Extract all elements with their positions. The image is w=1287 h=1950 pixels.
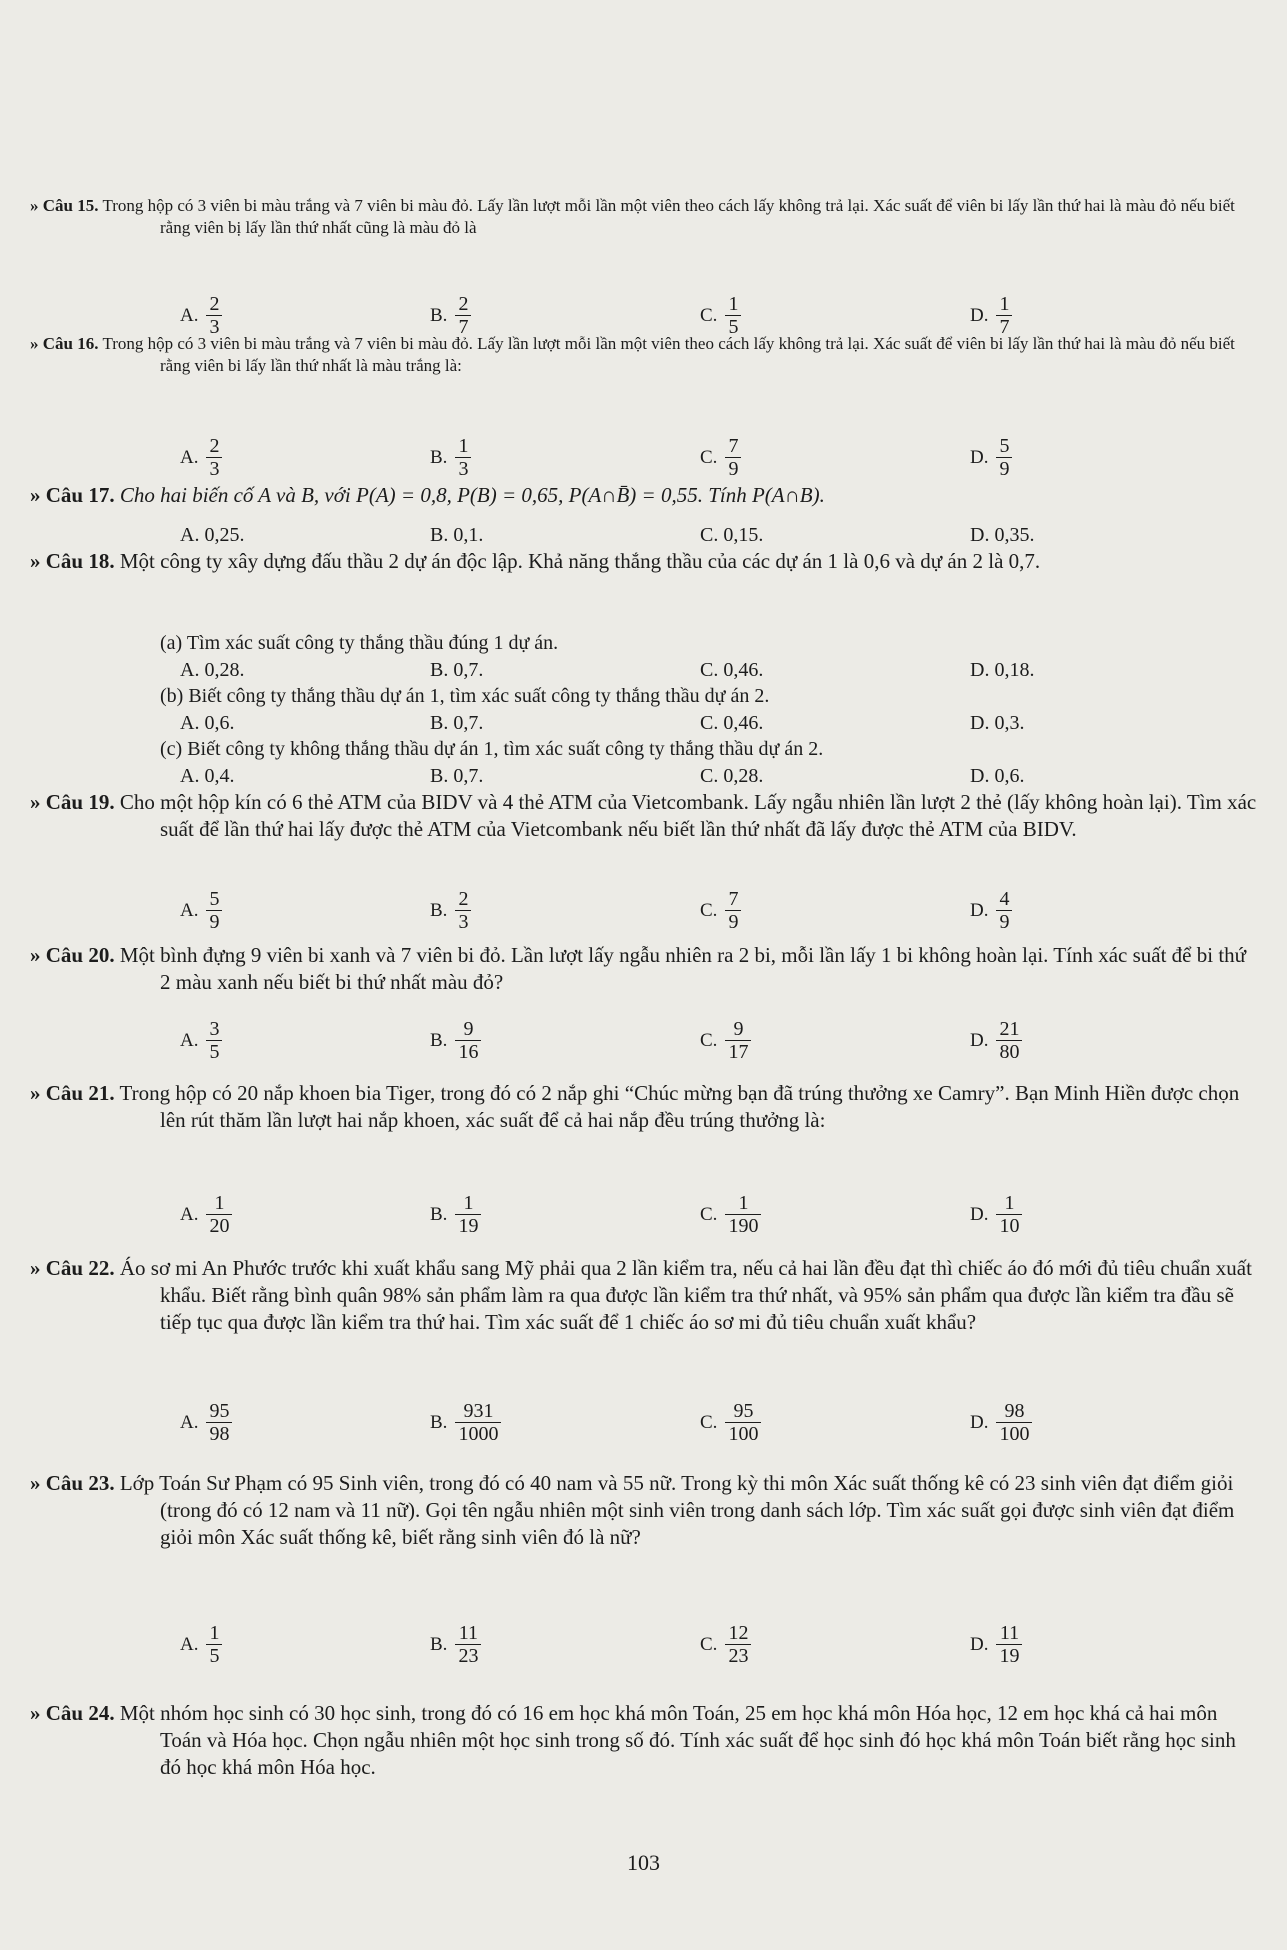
- numerator: 3: [209, 1018, 220, 1040]
- fraction: [206, 1622, 222, 1667]
- question-text: Trong hộp có 3 viên bi màu trắng và 7 viên bi màu đỏ. Lấy lần lượt mỗi lần một viên theo cách lấy không trả lại. Xác suất để viên bi lấy lần thứ hai là màu đỏ nếu biết rằng viên bị lấy lần thứ nhất cũng là màu đỏ là: [102, 196, 1235, 237]
- answer-option: C. 0,15.: [700, 524, 764, 546]
- denominator: 9: [996, 457, 1012, 480]
- question-20: [30, 942, 1260, 996]
- fraction: [455, 1192, 481, 1237]
- part-text: (a) Tìm xác suất công ty thắng thầu đúng 1 dự án.: [160, 632, 559, 654]
- question-23: [30, 1470, 1260, 1551]
- question-number: » Câu 23.: [30, 1471, 115, 1495]
- question-18: [30, 548, 1260, 575]
- question-17: [30, 482, 1260, 509]
- question-18-part-a: [30, 630, 1260, 687]
- denominator: 1000: [455, 1422, 501, 1445]
- denominator: 19: [455, 1214, 481, 1237]
- option-label: A.: [180, 1204, 199, 1225]
- numerator: 7: [728, 888, 739, 910]
- fraction: [455, 1018, 481, 1063]
- fraction: [455, 435, 471, 480]
- denominator: 23: [725, 1644, 751, 1667]
- answer-option: [700, 435, 741, 480]
- numerator: 11: [458, 1622, 479, 1644]
- option-label: B.: [430, 1634, 448, 1655]
- fraction: [455, 1400, 501, 1445]
- numerator: 1: [999, 293, 1010, 315]
- option-label: D.: [970, 900, 989, 921]
- answer-option: [180, 293, 222, 338]
- question-number: » Câu 17.: [30, 483, 115, 507]
- option-label: C.: [700, 900, 718, 921]
- numerator: 1: [458, 435, 469, 457]
- question-text: Một nhóm học sinh có 30 học sinh, trong đó có 16 em học khá môn Toán, 25 em học khá môn Hóa học, 12 em học khá cả hai môn Toán và Hóa học. Chọn ngẫu nhiên một học sinh trong số đó. Tính xác suất để học sinh đó học khá môn Toán biết rằng học sinh đó học khá môn Hóa học.: [119, 1701, 1236, 1779]
- answer-option: [180, 1192, 232, 1237]
- answer-option: [180, 888, 222, 933]
- fraction: [725, 435, 741, 480]
- denominator: 100: [725, 1422, 761, 1445]
- fraction: [996, 1400, 1032, 1445]
- denominator: 9: [206, 910, 222, 933]
- denominator: 100: [996, 1422, 1032, 1445]
- answer-option: [430, 1018, 481, 1063]
- question-text: Cho một hộp kín có 6 thẻ ATM của BIDV và 4 thẻ ATM của Vietcombank. Lấy ngẫu nhiên lần lượt 2 thẻ (lấy không hoàn lại). Tìm xác suất để lần thứ hai lấy được thẻ ATM của Vietcombank nếu biết lần thứ nhất đã lấy được thẻ ATM của BIDV.: [119, 790, 1257, 841]
- answer-option: [970, 888, 1012, 933]
- denominator: 17: [725, 1040, 751, 1063]
- denominator: 5: [206, 1040, 222, 1063]
- option-label: A.: [180, 900, 199, 921]
- option-label: A.: [180, 1634, 199, 1655]
- numerator: 98: [1004, 1400, 1025, 1422]
- option-label: D.: [970, 1030, 989, 1051]
- numerator: 12: [728, 1622, 749, 1644]
- option-label: A.: [180, 447, 199, 468]
- numerator: 1: [209, 1622, 220, 1644]
- fraction: [725, 293, 741, 338]
- numerator: 931: [463, 1400, 494, 1422]
- denominator: 3: [206, 315, 222, 338]
- fraction: [455, 888, 471, 933]
- question-number: » Câu 16.: [30, 334, 99, 353]
- fraction: [206, 435, 222, 480]
- answer-option: [970, 1622, 1022, 1667]
- denominator: 7: [455, 315, 471, 338]
- answer-option: [970, 1400, 1032, 1445]
- denominator: 23: [455, 1644, 481, 1667]
- numerator: 7: [728, 435, 739, 457]
- fraction: [996, 293, 1012, 338]
- numerator: 2: [458, 293, 469, 315]
- fraction: [206, 888, 222, 933]
- numerator: 95: [209, 1400, 230, 1422]
- denominator: 9: [725, 457, 741, 480]
- answer-option: B. 0,1.: [430, 524, 484, 546]
- option-label: B.: [430, 447, 448, 468]
- denominator: 9: [725, 910, 741, 933]
- options-16: [180, 435, 1260, 485]
- option-label: B.: [430, 1412, 448, 1433]
- question-number: » Câu 21.: [30, 1081, 115, 1105]
- question-22: [30, 1255, 1260, 1336]
- answer-option: [180, 435, 222, 480]
- question-19: [30, 789, 1260, 843]
- option-label: C.: [700, 447, 718, 468]
- answer-option: [970, 1192, 1022, 1237]
- numerator: 1: [738, 1192, 749, 1214]
- answer-option: B. 0,7.: [430, 765, 484, 787]
- fraction: [996, 1192, 1022, 1237]
- option-label: D.: [970, 1204, 989, 1225]
- denominator: 3: [455, 457, 471, 480]
- option-label: A.: [180, 1412, 199, 1433]
- answer-option: A. 0,6.: [180, 712, 235, 734]
- fraction: [455, 1622, 481, 1667]
- question-text: Áo sơ mi An Phước trước khi xuất khẩu sang Mỹ phải qua 2 lần kiểm tra, nếu cả hai lần đều đạt thì chiếc áo đó mới đủ tiêu chuẩn xuất khẩu. Biết rằng bình quân 98% sản phẩm làm ra qua được lần kiểm tra thứ nhất, và 95% sản phẩm qua được lần kiểm tra đầu sẽ tiếp tục qua được lần kiểm tra thứ hai. Tìm xác suất để 1 chiếc áo sơ mi đủ tiêu chuẩn xuất khẩu?: [119, 1256, 1252, 1334]
- option-label: D.: [970, 447, 989, 468]
- numerator: 1: [1004, 1192, 1015, 1214]
- numerator: 9: [463, 1018, 474, 1040]
- question-text: Lớp Toán Sư Phạm có 95 Sinh viên, trong đó có 40 nam và 55 nữ. Trong kỳ thi môn Xác suất thống kê có 23 sinh viên đạt điểm giỏi (trong đó có 12 nam và 11 nữ). Gọi tên ngẫu nhiên một sinh viên trong danh sách lớp. Tìm xác suất gọi được sinh viên đạt điểm giỏi môn Xác suất thống kê, biết rằng sinh viên đó là nữ?: [119, 1471, 1235, 1549]
- fraction: [455, 293, 471, 338]
- question-text: Trong hộp có 3 viên bi màu trắng và 7 viên bi màu đỏ. Lấy lần lượt mỗi lần một viên theo cách lấy không trả lại. Xác suất để viên bi lấy lần thứ hai là màu đỏ nếu biết rằng viên bi lấy lần thứ nhất là màu trắng là:: [102, 334, 1235, 375]
- option-label: B.: [430, 900, 448, 921]
- fraction: [725, 1192, 761, 1237]
- denominator: 5: [206, 1644, 222, 1667]
- page-number: 103: [627, 1850, 660, 1875]
- fraction: [996, 1018, 1022, 1063]
- denominator: 9: [996, 910, 1012, 933]
- question-number: » Câu 20.: [30, 943, 115, 967]
- question-number: » Câu 18.: [30, 549, 115, 573]
- answer-option: [180, 1018, 222, 1063]
- option-label: A.: [180, 305, 199, 326]
- denominator: 5: [725, 315, 741, 338]
- fraction: [725, 1018, 751, 1063]
- option-label: C.: [700, 1030, 718, 1051]
- denominator: 7: [996, 315, 1012, 338]
- answer-option: [700, 1400, 761, 1445]
- fraction: [725, 888, 741, 933]
- numerator: 1: [214, 1192, 225, 1214]
- answer-option: [180, 1622, 222, 1667]
- fraction: [206, 1192, 232, 1237]
- answer-option: [430, 1192, 481, 1237]
- question-21: [30, 1080, 1260, 1134]
- numerator: 2: [209, 293, 220, 315]
- answer-option: [700, 293, 741, 338]
- fraction: [206, 1400, 232, 1445]
- question-text: Một công ty xây dựng đấu thầu 2 dự án độc lập. Khả năng thắng thầu của các dự án 1 là 0,6 và dự án 2 là 0,7.: [119, 549, 1041, 573]
- answer-option: C. 0,28.: [700, 765, 764, 787]
- option-label: C.: [700, 1412, 718, 1433]
- answer-option: [700, 888, 741, 933]
- answer-option: A. 0,28.: [180, 659, 245, 681]
- question-number: » Câu 19.: [30, 790, 115, 814]
- option-label: D.: [970, 1634, 989, 1655]
- option-label: D.: [970, 1412, 989, 1433]
- numerator: 2: [209, 435, 220, 457]
- numerator: 9: [733, 1018, 744, 1040]
- answer-option: D. 0,18.: [970, 659, 1035, 681]
- answer-option: D. 0,3.: [970, 712, 1025, 734]
- answer-option: A. 0,4.: [180, 765, 235, 787]
- option-label: B.: [430, 305, 448, 326]
- numerator: 1: [728, 293, 739, 315]
- question-text: Trong hộp có 20 nắp khoen bia Tiger, trong đó có 2 nắp ghi “Chúc mừng bạn đã trúng thưởng xe Camry”. Bạn Minh Hiền được chọn lên rút thăm lần lượt hai nắp khoen, xác suất để cả hai nắp đều trúng thưởng là:: [119, 1081, 1240, 1132]
- numerator: 21: [999, 1018, 1020, 1040]
- question-number: » Câu 22.: [30, 1256, 115, 1280]
- numerator: 4: [999, 888, 1010, 910]
- fraction: [206, 293, 222, 338]
- option-label: C.: [700, 305, 718, 326]
- answer-option: C. 0,46.: [700, 712, 764, 734]
- answer-option: [430, 1622, 481, 1667]
- numerator: 2: [458, 888, 469, 910]
- answer-option: C. 0,46.: [700, 659, 764, 681]
- denominator: 3: [455, 910, 471, 933]
- answer-option: [700, 1192, 761, 1237]
- denominator: 3: [206, 457, 222, 480]
- answer-option: [430, 888, 471, 933]
- fraction: [725, 1400, 761, 1445]
- options-19: [180, 888, 1260, 938]
- question-15: [30, 195, 1260, 239]
- numerator: 95: [733, 1400, 754, 1422]
- fraction: [996, 888, 1012, 933]
- answer-option: [700, 1622, 751, 1667]
- fraction: [206, 1018, 222, 1063]
- numerator: 5: [209, 888, 220, 910]
- part-text: (c) Biết công ty không thắng thầu dự án 1, tìm xác suất công ty thắng thầu dự án 2.: [160, 738, 824, 760]
- answer-option: B. 0,7.: [430, 712, 484, 734]
- denominator: 19: [996, 1644, 1022, 1667]
- question-18-part-b: [30, 683, 1260, 740]
- question-text: Một bình đựng 9 viên bi xanh và 7 viên bi đỏ. Lần lượt lấy ngẫu nhiên ra 2 bi, mỗi lần lấy 1 bi không hoàn lại. Tính xác suất để bi thứ 2 màu xanh nếu biết bi thứ nhất màu đỏ?: [119, 943, 1247, 994]
- question-18-part-c: [30, 736, 1260, 793]
- answer-option: A. 0,25.: [180, 524, 245, 546]
- answer-option: D. 0,35.: [970, 524, 1035, 546]
- answer-option: [970, 435, 1012, 480]
- option-label: A.: [180, 1030, 199, 1051]
- option-label: D.: [970, 305, 989, 326]
- denominator: 16: [455, 1040, 481, 1063]
- answer-option: [180, 1400, 232, 1445]
- numerator: 1: [463, 1192, 474, 1214]
- fraction: [725, 1622, 751, 1667]
- fraction: [996, 1622, 1022, 1667]
- denominator: 190: [725, 1214, 761, 1237]
- question-number: » Câu 15.: [30, 196, 99, 215]
- answer-option: [970, 293, 1012, 338]
- option-label: C.: [700, 1634, 718, 1655]
- option-label: B.: [430, 1030, 448, 1051]
- numerator: 5: [999, 435, 1010, 457]
- question-number: » Câu 24.: [30, 1701, 115, 1725]
- options-22: [180, 1400, 1260, 1450]
- answer-option: [430, 1400, 501, 1445]
- question-16: [30, 333, 1260, 377]
- answer-option: [970, 1018, 1022, 1063]
- options-20: [180, 1018, 1260, 1068]
- option-label: B.: [430, 1204, 448, 1225]
- numerator: 11: [999, 1622, 1020, 1644]
- denominator: 98: [206, 1422, 232, 1445]
- option-label: C.: [700, 1204, 718, 1225]
- options-21: [180, 1192, 1260, 1242]
- question-24: [30, 1700, 1260, 1781]
- answer-option: B. 0,7.: [430, 659, 484, 681]
- part-text: (b) Biết công ty thắng thầu dự án 1, tìm xác suất công ty thắng thầu dự án 2.: [160, 685, 770, 707]
- denominator: 20: [206, 1214, 232, 1237]
- options-23: [180, 1622, 1260, 1672]
- answer-option: [700, 1018, 751, 1063]
- fraction: [996, 435, 1012, 480]
- denominator: 80: [996, 1040, 1022, 1063]
- answer-option: D. 0,6.: [970, 765, 1025, 787]
- denominator: 10: [996, 1214, 1022, 1237]
- answer-option: [430, 293, 471, 338]
- question-text: Cho hai biến cố A và B, với P(A) = 0,8, P(B) = 0,65, P(A∩B̄) = 0,55. Tính P(A∩B).: [119, 483, 825, 507]
- answer-option: [430, 435, 471, 480]
